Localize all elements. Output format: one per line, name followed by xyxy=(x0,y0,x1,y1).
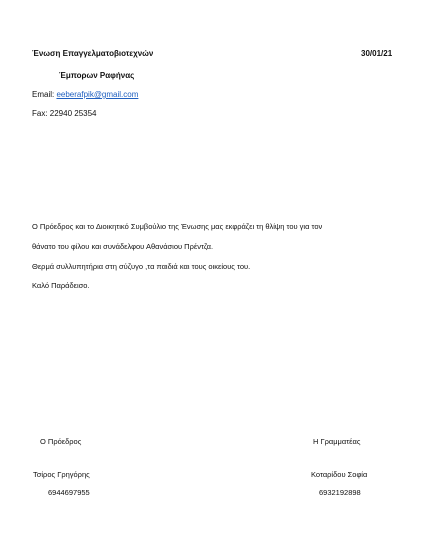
letter-date: 30/01/21 xyxy=(361,49,393,58)
signature-right-phone: 6932192898 xyxy=(319,488,361,497)
org-name-line2: Έμπορων Ραφήνας xyxy=(59,71,135,80)
signature-left-title: Ο Πρόεδρος xyxy=(40,437,82,446)
body-line-1: Ο Πρόεδρος και το Διοικητικό Συμβούλιο της Ένωσης μας εκφράζει τη θλίψη του για τον xyxy=(32,222,323,231)
email-link[interactable]: eeberafpik@gmail.com xyxy=(56,90,139,99)
body-line-3: Θερμά συλλυπητήρια στη σύζυγο ,τα παιδιά και τους οικείους του. xyxy=(32,262,251,271)
signature-right-title: Η Γραμματέας xyxy=(313,437,361,446)
signature-left-phone: 6944697955 xyxy=(48,488,90,497)
org-name-line1: Ένωση Επαγγελματοβιοτεχνών xyxy=(32,49,154,58)
email-label: Email: xyxy=(32,90,57,99)
fax-line: Fax: 22940 25354 xyxy=(32,109,97,118)
email-line xyxy=(32,91,138,99)
body-line-2: θάνατο του φίλου και συνάδελφου Αθανάσιου Πρέντζα. xyxy=(32,242,214,251)
signature-right-name: Κοταρίδου Σοφία xyxy=(311,470,368,479)
signature-left-name: Τσίρος Γρηγόρης xyxy=(33,470,90,479)
body-line-4: Καλό Παράδεισο. xyxy=(32,281,90,290)
